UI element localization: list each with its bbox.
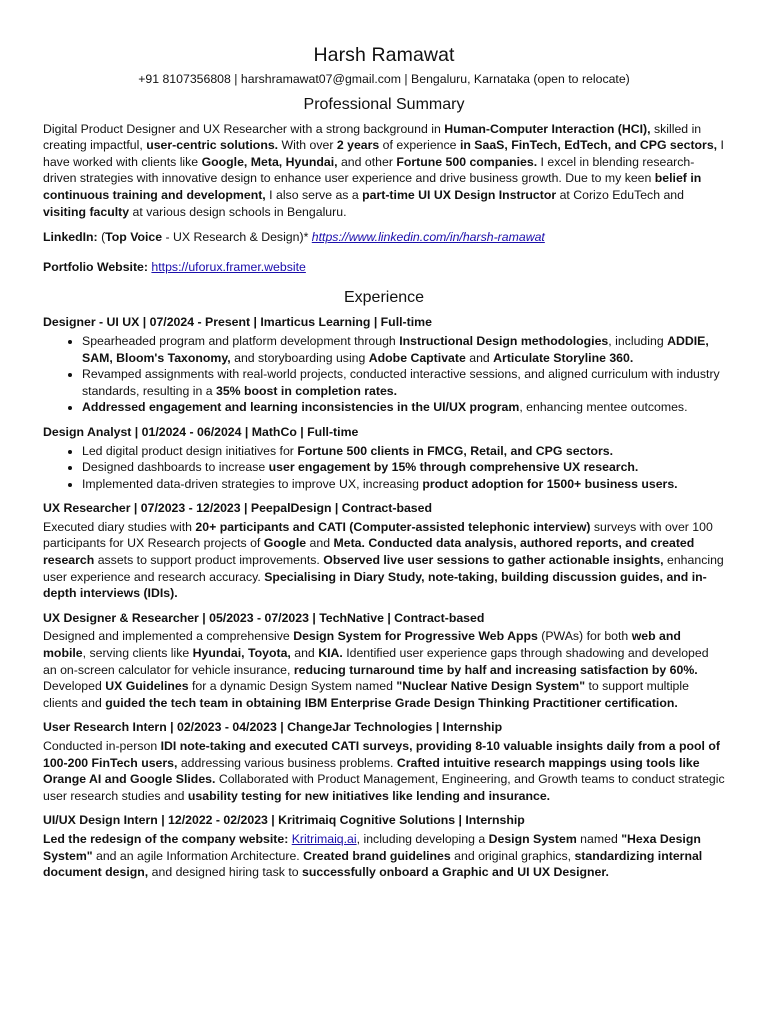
linkedin-label: LinkedIn:	[43, 230, 98, 245]
location: Bengaluru, Karnataka (open to relocate)	[411, 72, 630, 86]
job-title: Designer - UI UX | 07/2024 - Present | Imarticus Learning | Full-time	[43, 315, 432, 330]
list-item: • Designed dashboards to increase user engagement by 15% through comprehensive UX research.	[82, 459, 725, 476]
list-item: • Addressed engagement and learning inconsistencies in the UI/UX program, enhancing mentee outcomes.	[82, 399, 725, 416]
portfolio-label: Portfolio Website:	[43, 259, 148, 274]
list-item: • Led digital product design initiatives for Fortune 500 clients in FMCG, Retail, and CPG sectors.	[82, 443, 725, 460]
job-bullets	[43, 443, 725, 493]
phone: +91 8107356808	[138, 72, 231, 86]
list-item: • Spearheaded program and platform development through Instructional Design methodologies, including ADDIE, SAM, Bloom's Taxonomy, and storyboarding using Adobe Captivate and Articulate Storyline 360.	[82, 333, 725, 366]
candidate-name: Harsh Ramawat	[313, 44, 455, 66]
job-title: UX Researcher | 07/2023 - 12/2023 | PeepalDesign | Contract-based	[43, 501, 432, 516]
job-description: Led the redesign of the company website: Kritrimaiq.ai, including developing a Design System named "Hexa Design System" and an agile Information Architecture. Created brand guidelines and original graphics, standardizing internal document design, and designed hiring task to successfully onboard a Graphic and UI UX Designer.	[43, 831, 703, 880]
job-title: Design Analyst | 01/2024 - 06/2024 | MathCo | Full-time	[43, 424, 359, 439]
job-bullets	[43, 333, 725, 416]
job-title: User Research Intern | 02/2023 - 04/2023 | ChangeJar Technologies | Internship	[43, 720, 503, 735]
job-description: Executed diary studies with 20+ participants and CATI (Computer-assisted telephonic interview) surveys with over 100 participants for UX Research projects of Google and Meta. Conducted data analysis, authored reports, and created research assets to support product improvements. Observed live user sessions to gather actionable insights, enhancing user experience and research accuracy. Specialising in Diary Study, note-taking, building discussion guides, and in-depth interviews (IDIs).	[43, 519, 724, 601]
company-website-link[interactable]: Kritrimaiq.ai	[291, 831, 357, 846]
list-item: • Implemented data-driven strategies to improve UX, increasing product adoption for 1500+ business users.	[82, 476, 725, 493]
list-item: • Revamped assignments with real-world projects, conducted interactive sessions, and aligned curriculum with industry standards, resulting in a 35% boost in completion rates.	[82, 366, 725, 399]
job-title: UX Designer & Researcher | 05/2023 - 07/2023 | TechNative | Contract-based	[43, 610, 485, 625]
job-description: Conducted in-person IDI note-taking and executed CATI surveys, providing 8-10 valuable insights daily from a pool of 100-200 FinTech users, addressing various business problems. Crafted intuitive research mappings using tools like Orange AI and Google Slides. Collaborated with Product Management, Engineering, and Growth teams to conduct strategic user research studies and usability testing for new initiatives like lending and insurance.	[43, 739, 725, 803]
job-description: Designed and implemented a comprehensive Design System for Progressive Web Apps (PWAs) for both web and mobile, serving clients like Hyundai, Toyota, and KIA. Identified user experience gaps through shadowing and developed an on-screen calculator for vehicle insurance, reducing turnaround time by half and increasing satisfaction by 60%. Developed UX Guidelines for a dynamic Design System named "Nuclear Native Design System" to support multiple clients and guided the tech team in obtaining IBM Enterprise Grade Design Thinking Practitioner certification.	[43, 629, 709, 710]
summary-paragraph: Digital Product Designer and UX Researcher with a strong background in Human-Computer Interaction (HCI), skilled in creating impactful, user-centric solutions. With over 2 years of experience in SaaS, FinTech, EdTech, and CPG sectors, I have worked with clients like Google, Meta, Hyundai, and other Fortune 500 companies. I excel in blending research-driven strategies with innovative design to enhance user experience and drive business growth. Due to my keen belief in continuous training and development, I also serve as a part-time UI UX Design Instructor at Corizo EduTech and visiting faculty at various design schools in Bengaluru.	[43, 121, 724, 219]
email: harshramawat07@gmail.com	[240, 72, 401, 86]
job-title: UI/UX Design Intern | 12/2022 - 02/2023 | Kritrimaiq Cognitive Solutions | Internship	[43, 813, 525, 828]
portfolio-link[interactable]: https://uforux.framer.website	[151, 259, 306, 274]
contact-line: +91 8107356808 | harshramawat07@gmail.com | Bengaluru, Karnataka (open to relocate)	[138, 72, 630, 86]
linkedin-link[interactable]: https://www.linkedin.com/in/harsh-ramawat	[311, 230, 545, 245]
linkedin-line: LinkedIn: (Top Voice - UX Research & Design)* https://www.linkedin.com/in/harsh-ramawat	[43, 230, 545, 245]
portfolio-line	[43, 259, 725, 276]
experience-heading: Experience	[343, 289, 425, 307]
summary-heading: Professional Summary	[303, 95, 465, 113]
